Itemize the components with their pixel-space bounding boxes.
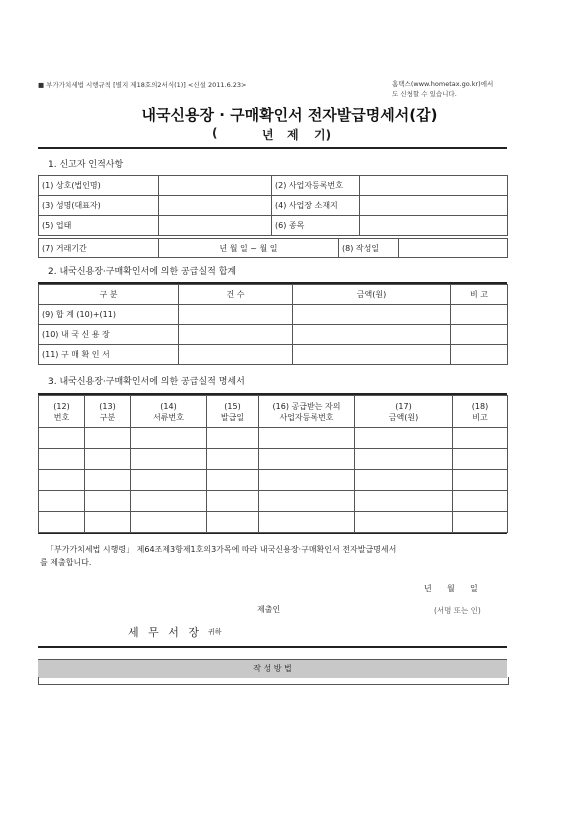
label-date: (8) 작성일 — [339, 239, 399, 258]
detail-cell[interactable] — [355, 449, 453, 470]
detail-col-header — [259, 396, 355, 428]
col-count: 건 수 — [179, 285, 293, 305]
detail-cell[interactable] — [259, 449, 355, 470]
declaration-date: 년 월 일 — [424, 584, 478, 593]
field-business-item[interactable] — [360, 216, 508, 236]
label-business-item: (6) 종목 — [272, 216, 360, 236]
col-amount: 금액(원) — [293, 285, 451, 305]
detail-cell[interactable] — [131, 449, 207, 470]
title-open-paren: ( — [212, 126, 218, 140]
detail-col-number: (14) — [160, 401, 177, 411]
instructions-banner — [38, 659, 507, 678]
detail-col-number: (17) — [395, 401, 412, 411]
summary-table — [38, 284, 508, 365]
detail-col-header — [131, 396, 207, 428]
field-business-type[interactable] — [159, 216, 272, 236]
detail-col-header — [453, 396, 508, 428]
detail-col-number: (16) 공급받는 자의 — [272, 401, 341, 411]
detail-cell[interactable] — [355, 470, 453, 491]
detail-cell[interactable] — [131, 470, 207, 491]
signature-label: (서명 또는 인) — [434, 606, 481, 615]
detail-cell[interactable] — [131, 512, 207, 533]
section3-heading: 3. 내국신용장·구매확인서에 의한 공급실적 명세서 — [48, 377, 245, 387]
detail-cell[interactable] — [39, 491, 85, 512]
detail-cell[interactable] — [85, 449, 131, 470]
detail-cell[interactable] — [207, 491, 259, 512]
detail-cell[interactable] — [453, 428, 508, 449]
table-row — [39, 470, 508, 491]
detail-col-label: 구분 — [99, 412, 116, 422]
field-total-count[interactable] — [179, 305, 293, 325]
page-title: 내국신용장 · 구매확인서 전자발급명세서(갑) — [141, 106, 438, 124]
detail-cell[interactable] — [85, 512, 131, 533]
detail-cell[interactable] — [259, 512, 355, 533]
detail-cell[interactable] — [85, 491, 131, 512]
detail-cell[interactable] — [85, 470, 131, 491]
row-purchase-confirmation-label: (11) 구 매 확 인 서 — [39, 345, 179, 365]
detail-cell[interactable] — [39, 449, 85, 470]
detail-cell[interactable] — [453, 449, 508, 470]
field-date[interactable] — [399, 239, 508, 258]
col-category: 구 분 — [39, 285, 179, 305]
tax-office-label: 세 무 서 장 — [128, 626, 202, 639]
row-letter-of-credit-label: (10) 내 국 신 용 장 — [39, 325, 179, 345]
title-je: 제 — [287, 128, 299, 142]
detail-col-label: 번호 — [53, 412, 70, 422]
detail-col-label: 비고 — [472, 412, 488, 422]
detail-cell[interactable] — [355, 428, 453, 449]
field-pc-remarks[interactable] — [451, 345, 508, 365]
detail-col-header — [85, 396, 131, 428]
field-pc-amount[interactable] — [293, 345, 451, 365]
detail-cell[interactable] — [355, 491, 453, 512]
label-business-type: (5) 업태 — [39, 216, 159, 236]
detail-table — [38, 395, 508, 533]
field-period[interactable]: 년 월 일 ~ 월 일 — [159, 239, 339, 258]
table-row — [39, 512, 508, 533]
table-row — [39, 491, 508, 512]
detail-cell[interactable] — [131, 491, 207, 512]
detail-cell[interactable] — [131, 428, 207, 449]
field-representative[interactable] — [159, 196, 272, 216]
footer-top-rule — [38, 646, 507, 648]
label-company: (1) 상호(법인명) — [39, 176, 159, 196]
field-business-number[interactable] — [360, 176, 508, 196]
detail-col-number: (13) — [99, 401, 116, 411]
instructions-box — [38, 677, 509, 685]
hometax-note-line2: 도 신청할 수 있습니다. — [392, 90, 457, 98]
detail-cell[interactable] — [453, 512, 508, 533]
detail-col-number: (15) — [224, 401, 241, 411]
section2-heading: 2. 내국신용장·구매확인서에 의한 공급실적 합계 — [48, 267, 237, 277]
detail-col-label: 발급일 — [220, 412, 245, 422]
detail-col-label: 서류번호 — [153, 412, 184, 422]
detail-cell[interactable] — [259, 491, 355, 512]
detail-cell[interactable] — [39, 470, 85, 491]
detail-cell[interactable] — [259, 470, 355, 491]
detail-col-number: (18) — [471, 401, 489, 411]
title-year: 년 — [262, 128, 274, 142]
field-company[interactable] — [159, 176, 272, 196]
field-pc-count[interactable] — [179, 345, 293, 365]
detail-cell[interactable] — [453, 491, 508, 512]
reporter-info-table — [38, 175, 508, 236]
table-row — [39, 428, 508, 449]
detail-cell[interactable] — [355, 512, 453, 533]
detail-cell[interactable] — [207, 449, 259, 470]
label-address: (4) 사업장 소재지 — [272, 196, 360, 216]
detail-cell[interactable] — [259, 428, 355, 449]
detail-cell[interactable] — [207, 428, 259, 449]
label-representative: (3) 성명(대표자) — [39, 196, 159, 216]
detail-cell[interactable] — [85, 428, 131, 449]
detail-cell[interactable] — [453, 470, 508, 491]
field-total-amount[interactable] — [293, 305, 451, 325]
field-total-remarks[interactable] — [451, 305, 508, 325]
col-remarks: 비 고 — [451, 285, 508, 305]
label-business-number: (2) 사업자등록번호 — [272, 176, 360, 196]
field-loc-count[interactable] — [179, 325, 293, 345]
detail-col-header — [355, 396, 453, 428]
label-period: (7) 거래기간 — [39, 239, 159, 258]
detail-col-label: 사업자등록번호 — [279, 412, 334, 422]
title-period: 기) — [314, 128, 332, 142]
instructions-title: 작 성 방 법 — [253, 664, 292, 673]
detail-col-header — [39, 396, 85, 428]
detail-cell[interactable] — [207, 512, 259, 533]
top-rule — [38, 147, 507, 149]
declaration-text-1: 「부가가치세법 시행령」 제64조제3항제1호의3가목에 따라 내국신용장·구매확인서 전자발급명세서 — [46, 545, 397, 554]
detail-cell[interactable] — [39, 512, 85, 533]
section1-heading: 1. 신고자 인적사항 — [48, 160, 124, 170]
row-total-label: (9) 합 계 (10)+(11) — [39, 305, 179, 325]
regulation-reference: ■ 부가가치세법 시행규칙 [별지 제18호의2서식(1)] <신설 2011.6.23> — [38, 81, 247, 89]
honorific-label: 귀하 — [208, 628, 222, 636]
field-loc-remarks[interactable] — [451, 325, 508, 345]
hometax-note-line1: 홈택스(www.hometax.go.kr)에서 — [392, 80, 494, 88]
section3-bottom-rule — [38, 533, 507, 534]
detail-cell[interactable] — [39, 428, 85, 449]
field-address[interactable] — [360, 196, 508, 216]
submitter-label: 제출인 — [257, 605, 281, 614]
detail-cell[interactable] — [207, 470, 259, 491]
table-row — [39, 449, 508, 470]
detail-col-number: (12) — [53, 401, 70, 411]
detail-col-header — [207, 396, 259, 428]
detail-col-label: 금액(원) — [388, 412, 419, 422]
declaration-text-2: 를 제출합니다. — [40, 558, 92, 567]
period-table — [38, 238, 508, 258]
field-loc-amount[interactable] — [293, 325, 451, 345]
